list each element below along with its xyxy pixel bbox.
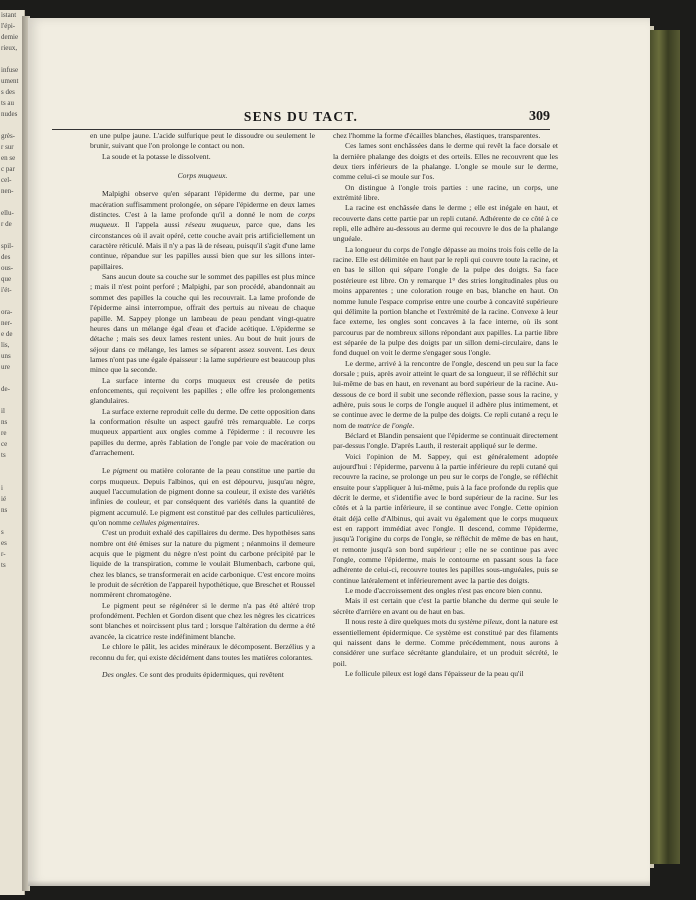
prev-page-fragment: ns (1, 506, 8, 514)
prev-page-fragment (1, 373, 24, 384)
prev-page-fragment: ts au (1, 99, 15, 107)
prev-page-fragment: s (1, 528, 4, 536)
paragraph: Ces lames sont enchâssées dans le derme qui revêt la face dorsale et la dernière phalange des doigts et des orteils. Elles ne recouvrent que les deux tiers inférieurs de la phalange. L'ongle se moule sur le derme, comme celui-ci se moule sur l'os. (333, 141, 558, 182)
paragraph: On distingue à l'ongle trois parties : une racine, un corps, une extrémité libre. (333, 182, 558, 203)
paragraph: La surface interne du corps muqueux est creusée de petits enfoncements, qui reçoivent les papilles ; elle offre les prolongements glandulaires. (90, 375, 315, 406)
prev-page-fragment: re (1, 429, 7, 437)
paragraph: Mais il est certain que c'est la partie blanche du derme qui seule le sécrète d'arrière en avant ou de haut en bas. (333, 596, 558, 616)
prev-page-fragment (1, 516, 24, 527)
paragraph: Le derme, arrivé à la rencontre de l'ongle, descend un peu sur la face dorsale ; puis, après avoir atteint le quart de sa longueur, il se réfléchit sur lui-même de bas en haut, en revenant au bord supérieur de la racine. Au-dessous de ce bord il subit une seconde réflexion, passe sous la racine, y adhère, puis sous le corps de l'ongle auquel il adhère plus intimement, et se continue avec le derme de la pulpe des doigts. Ce repli cutané a reçu le nom de matrice de l'ongle. (333, 358, 558, 430)
prev-page-fragment: r de (1, 220, 12, 228)
running-header (52, 109, 550, 127)
paragraph: Le follicule pileux est logé dans l'épaisseur de la peau qu'il (345, 668, 524, 678)
paragraph: Le pigment peut se régénérer si le derme n'a pas été altéré trop profondément. Pechlen et Gordon disent que chez les nègres les cicatrices sont blanches et noircissent plus tard ; lorsque l'altération du derme a été avancée, la cicatrice reste indéfiniment blanche. (90, 600, 315, 641)
prev-page-fragment: l'épi- (1, 22, 16, 30)
paragraph: La surface externe reproduit celle du derme. De cette opposition dans la conformation résulte un aspect gaufré très remarquable. Le corps muqueux appartient aux ongles comme à l'épiderme : il recouvre les papilles du derme, après l'ablation de l'ongle par voie de macération ou d'arrachement. (90, 406, 315, 457)
prev-page-fragment: spil- (1, 242, 14, 250)
prev-page-fragment: que (1, 275, 12, 283)
prev-page-fragment: ts (1, 451, 6, 459)
paragraph: La longueur du corps de l'ongle dépasse au moins trois fois celle de la racine. Elle est délimitée en haut par le repli qui couvre toute la racine, et en bas le sillon qui sépare l'ongle de la pulpe des doigts. Sa face postérieure est libre. On y remarque 1° des stries longitudinales plus ou moins apparentes ; une coloration rouge en bas, blanche en haut. On nomme lunule l'espace comprise entre une courbe à concavité supérieure qui délimite la portion blanche et l'extrémité de la racine. Convexe à leur face externe, les ongles sont concaves à la face interne, où ils sont parcourus par de nombreux sillons répondant aux papilles. La partie libre est séparée de la pulpe des doigts par un sillon demi-circulaire, dans le fond duquel on voit le derme s'engager sous l'ongle. (333, 244, 558, 358)
prev-page-fragment: ns (1, 418, 8, 426)
prev-page-fragment: ié (1, 495, 7, 503)
prev-page-fragment (1, 197, 24, 208)
prev-page-fragment: ts (1, 561, 6, 569)
paragraph: La soude et la potasse le dissolvent. (102, 151, 211, 161)
prev-page-fragment: r- (1, 550, 6, 558)
prev-page-fragment (1, 120, 24, 131)
prev-page-fragment: c par (1, 165, 15, 173)
header-rule (52, 129, 550, 130)
page-shadow (28, 880, 650, 886)
prev-page-fragment: ce (1, 440, 8, 448)
prev-page-fragment: il (1, 407, 5, 415)
paragraph: Sans aucun doute sa couche sur le sommet des papilles est plus mince ; mais il n'est point perforé ; Malpighi, par son procédé, abandonnait au sommet des papilles la couche qui les recouvrait. La lame profonde de l'épiderme ainsi interrompue, offrait des pertuis au niveau de chaque papille. M. Sappey plonge un lambeau de peau pendant vingt-quatre heures dans un mélange égal d'eau et d'acide acétique. L'épiderme se détache ; mais ses deux lames restent unies. Au bout de huit jours de séjour dans ce mélange, les lames se séparent assez souvent. Les deux lames n'ont pas une égale épaisseur : la lame supérieure est beaucoup plus mince que la seconde. (90, 272, 315, 375)
prev-page-fragment (1, 296, 24, 307)
paragraph: Voici l'opinion de M. Sappey, qui est généralement adoptée aujourd'hui : l'épiderme, parvenu à la partie inférieure du repli cutané qui recouvre la racine, se prolonge un peu sur le corps de l'ongle, se réfléchit ensuite pour s'appliquer à lui-même, puis à la face profonde du replis que décrit le derme, et s'identifie avec le bord supérieur de la racine. Sur les côtés et à la partie inférieure, il se continue avec l'ongle. Cette opinion était déjà celle d'Albinus, qui avait vu également que le corps muqueux est en rapport immédiat avec l'ongle. Il descend, comme l'épiderme, jusqu'à l'origine du corps de l'ongle, se réfléchit de même de bas en haut, et remonte jusqu'à son bord supérieur ; elle ne se continue pas avec l'ongle, comme l'épiderme, mais le contourne en passant sous la face adhérente de celui-ci, recouvre toutes les papilles sous-unguéales, puis se continue latéralement et inférieurement avec la partie des doigts. (333, 451, 558, 585)
prev-page-fragment: de- (1, 385, 10, 393)
page-number: 309 (529, 109, 550, 124)
paragraph: C'est un produit exhalé des capillaires du derme. Des hypothèses sans nombre ont été émises sur la nature du pigment ; néanmoins il demeure acquis que le pigment du nègre n'est point du carbone précipité par le liquide de la transpiration, comme le voulait Blumenbach, carbone qui, chez les blancs, se transformerait en acide carbonique. C'est encore moins le produit de sécrétion de l'appareil hypothétique, que Breschet et Roussel nommèrent chromatogène. (90, 528, 315, 600)
prev-page-fragment: istant (1, 11, 17, 19)
paragraph: Il nous reste à dire quelques mots du système pileux, dont la nature est essentiellement épidermique. Ce système est constitué par des filaments qui naissent dans le derme. Comme précédemment, nous aurons à considérer une surface sécrétante glandulaire, et un produit sécrété, le poil. (333, 617, 559, 668)
section-subheading: Corps muqueux. (177, 171, 228, 181)
prev-page-fragment: e de (1, 330, 13, 338)
paragraph: Malpighi observe qu'en séparant l'épiderme du derme, par une macération suffisamment prolongée, on sépare l'épiderme en deux lames distinctes. C'est à la lame profonde qu'il a donné le nom de corps muqueux. Il l'appela aussi réseau muqueux, parce que, dans les circonstances où il avait opéré, cette couche avait pris artificiellement un caractère réticulé. Mais il n'y a pas là de réseau, puisqu'il s'agit d'une lame continue, répandue sur les papilles aussi bien que sur les sillons inter-papillaires. (90, 189, 315, 271)
prev-page-fragment (1, 461, 24, 472)
prev-page-fragment: ner- (1, 319, 13, 327)
prev-page-fragment: es (1, 539, 7, 547)
prev-page-fragment: ous- (1, 264, 14, 272)
prev-page-fragment: infuse (1, 66, 19, 74)
prev-page-fragment: uns (1, 352, 11, 360)
prev-page-fragment (1, 395, 24, 406)
prev-page-fragment: ellu- (1, 209, 14, 217)
prev-page-fragment: r sur (1, 143, 14, 151)
prev-page-fragment: ument (1, 77, 19, 85)
prev-page-fragment: en se (1, 154, 16, 162)
prev-page-fragment: ure (1, 363, 10, 371)
prev-page-fragment: des (1, 253, 11, 261)
paragraph: Le chlore le pâlit, les acides minéraux le décomposent. Berzélius y a reconnu du fer, qui existe décidément dans toutes les matières colorantes. (90, 642, 315, 662)
paragraph: Le pigment ou matière colorante de la peau constitue une partie du corps muqueux. Depuis l'albinos, qui en est dépourvu, jusqu'au nègre, auquel l'accumulation de pigment donne sa couleur, il existe des variétés infinies de couleur, et par conséquent des variétés dans la quantité de pigment accumulé. Le pigment est constitué par des cellules particulières, qu'on nomme cellules pigmentaires. (90, 466, 315, 528)
paragraph: Des ongles. Ce sont des produits épidermiques, qui revêtent (102, 669, 284, 679)
paragraph: Le mode d'accroissement des ongles n'est pas encore bien connu. (345, 586, 543, 596)
prev-page-fragment: nudes (1, 110, 18, 118)
prev-page-fragment (1, 472, 24, 483)
prev-page-fragment: i'ét- (1, 286, 12, 294)
prev-page-fragment: demie (1, 33, 19, 41)
prev-page-fragment (1, 54, 24, 65)
book-spine (650, 30, 680, 864)
prev-page-fragment: rieux, (1, 44, 18, 52)
right-column (333, 131, 558, 679)
paragraph: La racine est enchâssée dans le derme ; elle est inégale en haut, et recouverte dans cette partie par un repli cutané. Adhérente de ce côté à ce repli, elle adhère au-dessous au derme qui recouvre le dos de la phalange unguéale. (333, 203, 558, 244)
prev-page-fragment: ora- (1, 308, 13, 316)
paragraph: Béclard et Blandin pensaient que l'épiderme se continuait directement par-dessus l'ongle. D'après Lauth, il resterait appliqué sur le derme. (333, 430, 558, 451)
prev-page-fragment: cel- (1, 176, 12, 184)
prev-page-fragment: nen- (1, 187, 14, 195)
left-column (90, 131, 315, 680)
prev-page-fragment (1, 230, 24, 241)
prev-page-fragment: grès- (1, 132, 15, 140)
paragraph: en une pulpe jaune. L'acide sulfurique peut le dissoudre ou seulement le brunir, suivant que l'on prolonge le contact ou non. (90, 131, 315, 151)
prev-page-fragment: i (1, 484, 3, 492)
paragraph: chez l'homme la forme d'écailles blanches, élastiques, transparentes. (333, 131, 541, 140)
header-title: SENS DU TACT. (243, 109, 359, 124)
prev-page-fragment: lis, (1, 341, 10, 349)
prev-page-fragment: s des (1, 88, 15, 96)
